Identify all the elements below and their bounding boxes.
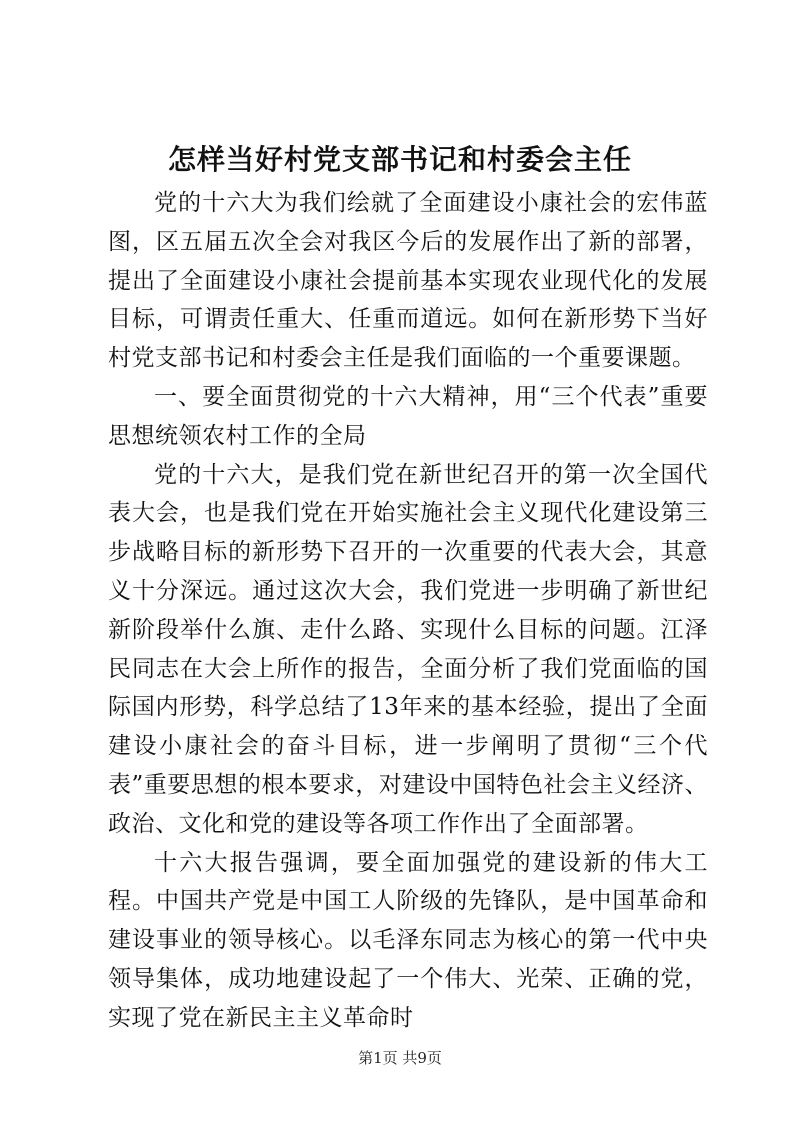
paragraph-party-building: 十六大报告强调，要全面加强党的建设新的伟大工程。中国共产党是中国工人阶级的先锋队，是中国革命和建设事业的领导核心。以毛泽东同志为核心的第一代中央领导集体，成功地建设起了一个伟大、光荣、正确的党，实现了党在新民主主义革命时 bbox=[108, 849, 708, 1031]
paragraph-intro: 党的十六大为我们绘就了全面建设小康社会的宏伟蓝图，区五届五次全会对我区今后的发展作出了新的部署，提出了全面建设小康社会提前基本实现农业现代化的发展目标，可谓责任重大、任重而道远。如何在新形势下当好村党支部书记和村委会主任是我们面临的一个重要课题。 bbox=[108, 190, 708, 372]
page-number-footer: 第1页 共9页 bbox=[358, 1049, 442, 1067]
document-body bbox=[108, 184, 708, 1038]
document-title: 怎样当好村党支部书记和村委会主任 bbox=[167, 143, 632, 176]
paragraph-section-heading: 一、要全面贯彻党的十六大精神，用“三个代表”重要思想统领农村工作的全局 bbox=[108, 383, 708, 449]
paragraph-congress: 党的十六大，是我们党在新世纪召开的第一次全国代表大会，也是我们党在开始实施社会主义现代化建设第三步战略目标的新形势下召开的一次重要的代表大会，其意义十分深远。通过这次大会，我们党进一步明确了新世纪新阶段举什么旗、走什么路、实现什么目标的问题。江泽民同志在大会上所作的报告，全面分析了我们党面临的国际国内形势，科学总结了13年来的基本经验，提出了全面建设小康社会的奋斗目标，进一步阐明了贯彻“三个代表”重要思想的根本要求，对建设中国特色社会主义经济、政治、文化和党的建设等各项工作作出了全面部署。 bbox=[108, 461, 708, 837]
